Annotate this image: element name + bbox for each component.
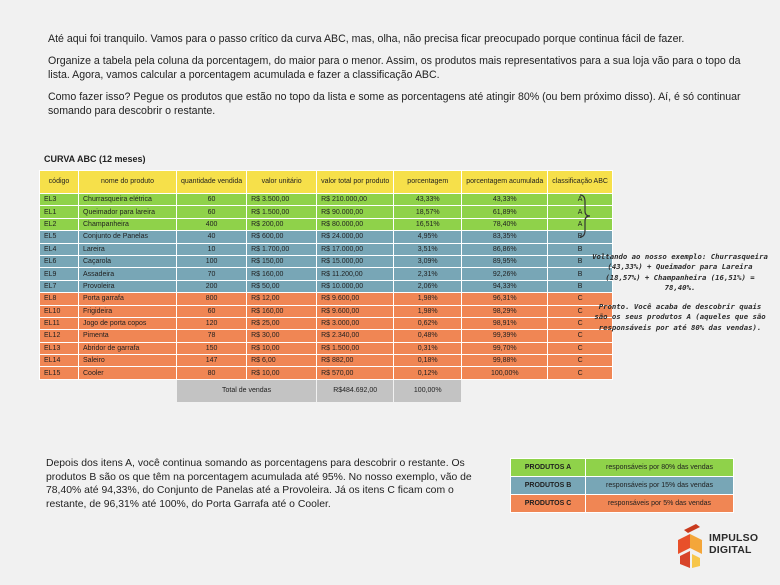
header-valor-total: valor total por produto [317,171,394,194]
cell-classificacao: A [548,218,613,230]
cell-valor-total: R$ 24.000,00 [317,231,394,243]
cell-codigo: EL2 [40,218,79,230]
cell-valor-total: R$ 9.600,00 [317,305,394,317]
cell-produto: Pimenta [79,330,177,342]
cell-porcentagem: 3,09% [394,255,462,267]
cell-valor-unitario: R$ 160,00 [247,305,317,317]
cell-porcentagem: 3,51% [394,243,462,255]
legend-label-a: PRODUTOS A [511,459,586,477]
cell-valor-total: R$ 3.000,00 [317,317,394,329]
cell-porcentagem: 2,31% [394,268,462,280]
cell-classificacao: B [548,243,613,255]
cell-produto: Saleiro [79,355,177,367]
cell-valor-unitario: R$ 3.500,00 [247,194,317,206]
cell-porcentagem: 2,06% [394,280,462,292]
cell-quantidade: 40 [177,231,247,243]
cell-produto: Caçarola [79,255,177,267]
cell-valor-total: R$ 570,00 [317,367,394,379]
table-row [40,317,613,329]
cell-valor-total: R$ 90.000,00 [317,206,394,218]
total-row [40,379,613,402]
intro-paragraph-3: Como fazer isso? Pegue os produtos que estão no topo da lista e some as porcentagens até atingir 80% (ou bem próximo disso). Aí, é só continuar somando para descobrir o restante. [48,91,741,117]
cell-acumulada: 89,95% [462,255,548,267]
legend-row-b [511,477,734,495]
cell-produto: Churrasqueira elétrica [79,194,177,206]
cell-quantidade: 147 [177,355,247,367]
total-value: R$484.692,00 [317,379,394,402]
table-row [40,218,613,230]
cell-acumulada: 96,31% [462,293,548,305]
cell-classificacao: C [548,305,613,317]
cell-codigo: EL4 [40,243,79,255]
logo-line-2: DIGITAL [709,544,752,556]
cell-valor-unitario: R$ 160,00 [247,268,317,280]
cell-valor-unitario: R$ 10,00 [247,342,317,354]
cell-codigo: EL15 [40,367,79,379]
header-produto: nome do produto [79,171,177,194]
cell-produto: Champanheira [79,218,177,230]
cell-quantidade: 400 [177,218,247,230]
cell-codigo: EL12 [40,330,79,342]
table-row [40,367,613,379]
cell-codigo: EL6 [40,255,79,267]
cell-classificacao: C [548,367,613,379]
legend-label-b: PRODUTOS B [511,477,586,495]
cell-classificacao: B [548,231,613,243]
cell-classificacao: C [548,342,613,354]
cell-produto: Porta garrafa [79,293,177,305]
cell-quantidade: 800 [177,293,247,305]
abc-table [39,170,613,403]
cell-classificacao: C [548,293,613,305]
cell-porcentagem: 0,48% [394,330,462,342]
cell-porcentagem: 4,95% [394,231,462,243]
cell-acumulada: 99,70% [462,342,548,354]
cell-porcentagem: 0,12% [394,367,462,379]
header-porcentagem: porcentagem [394,171,462,194]
cell-produto: Abridor de garrafa [79,342,177,354]
cell-valor-unitario: R$ 1.700,00 [247,243,317,255]
cell-valor-total: R$ 1.500,00 [317,342,394,354]
cell-porcentagem: 1,98% [394,293,462,305]
impulso-digital-logo-icon [676,524,708,570]
impulso-digital-logo [676,524,776,572]
cell-valor-unitario: R$ 25,00 [247,317,317,329]
legend-desc-a: responsáveis por 80% das vendas [586,459,734,477]
cell-produto: Cooler [79,367,177,379]
cell-acumulada: 98,91% [462,317,548,329]
table-row [40,243,613,255]
cell-classificacao: A [548,206,613,218]
cell-codigo: EL9 [40,268,79,280]
cell-codigo: EL8 [40,293,79,305]
cell-produto: Conjunto de Panelas [79,231,177,243]
legend-desc-b: responsáveis por 15% das vendas [586,477,734,495]
legend-desc-c: responsáveis por 5% das vendas [586,495,734,513]
header-valor-unitario: valor unitário [247,171,317,194]
total-percentage: 100,00% [394,379,462,402]
cell-valor-total: R$ 9.600,00 [317,293,394,305]
legend-row-c [511,495,734,513]
cell-porcentagem: 1,98% [394,305,462,317]
cell-valor-total: R$ 10.000,00 [317,280,394,292]
cell-quantidade: 70 [177,268,247,280]
cell-codigo: EL3 [40,194,79,206]
cell-valor-unitario: R$ 1.500,00 [247,206,317,218]
cell-produto: Jogo de porta copos [79,317,177,329]
cell-quantidade: 200 [177,280,247,292]
cell-valor-total: R$ 11.200,00 [317,268,394,280]
cell-codigo: EL11 [40,317,79,329]
cell-porcentagem: 0,62% [394,317,462,329]
cell-classificacao: C [548,355,613,367]
cell-porcentagem: 43,33% [394,194,462,206]
cell-codigo: EL5 [40,231,79,243]
table-row [40,194,613,206]
header-acumulada: porcentagem acumulada [462,171,548,194]
cell-valor-unitario: R$ 12,00 [247,293,317,305]
cell-codigo: EL7 [40,280,79,292]
cell-classificacao: B [548,280,613,292]
cell-porcentagem: 0,18% [394,355,462,367]
cell-codigo: EL10 [40,305,79,317]
cell-acumulada: 98,29% [462,305,548,317]
cell-quantidade: 60 [177,305,247,317]
cell-valor-unitario: R$ 600,00 [247,231,317,243]
cell-codigo: EL1 [40,206,79,218]
cell-quantidade: 100 [177,255,247,267]
cell-acumulada: 94,33% [462,280,548,292]
table-row [40,355,613,367]
table-row [40,255,613,267]
cell-valor-total: R$ 17.000,00 [317,243,394,255]
cell-valor-unitario: R$ 200,00 [247,218,317,230]
cell-classificacao: B [548,268,613,280]
table-title: CURVA ABC (12 meses) [44,154,146,164]
cell-produto: Assadeira [79,268,177,280]
table-row [40,330,613,342]
cell-quantidade: 60 [177,194,247,206]
cell-classificacao: A [548,194,613,206]
intro-paragraph-2: Organize a tabela pela coluna da porcentagem, do maior para o menor. Assim, os produtos mais representativos para a sua loja vão para o topo da lista. Agora, vamos calcular a porcentagem acumulada e fazer a classificação ABC. [48,55,741,81]
cell-valor-total: R$ 882,00 [317,355,394,367]
cell-valor-unitario: R$ 150,00 [247,255,317,267]
header-codigo: código [40,171,79,194]
curly-brace-icon [579,194,591,238]
cell-quantidade: 60 [177,206,247,218]
cell-quantidade: 150 [177,342,247,354]
cell-valor-total: R$ 80.000,00 [317,218,394,230]
cell-quantidade: 10 [177,243,247,255]
note-paragraph-1: Voltando ao nosso exemplo: Churrasqueira (43,33%) + Queimador para Lareira (18,57%) + Champanheira (16,51%) = 78,40%. [592,252,768,292]
cell-acumulada: 99,88% [462,355,548,367]
cell-acumulada: 83,35% [462,231,548,243]
table-row [40,342,613,354]
cell-acumulada: 92,26% [462,268,548,280]
cell-valor-total: R$ 2.340,00 [317,330,394,342]
cell-porcentagem: 0,31% [394,342,462,354]
table-row [40,268,613,280]
cell-quantidade: 120 [177,317,247,329]
cell-produto: Provoleira [79,280,177,292]
cell-acumulada: 78,40% [462,218,548,230]
intro-text [48,33,748,127]
note-paragraph-2: Pronto. Você acaba de descobrir quais são os seus produtos A (aqueles que são responsáveis por até 80% das vendas). [594,302,766,332]
table-row [40,280,613,292]
cell-acumulada: 61,89% [462,206,548,218]
table-row [40,293,613,305]
cell-acumulada: 43,33% [462,194,548,206]
cell-porcentagem: 16,51% [394,218,462,230]
cell-valor-total: R$ 15.000,00 [317,255,394,267]
cell-produto: Lareira [79,243,177,255]
cell-classificacao: C [548,317,613,329]
cell-porcentagem: 18,57% [394,206,462,218]
header-classificacao: classificação ABC [548,171,613,194]
cell-classificacao: B [548,255,613,267]
example-note [590,252,770,342]
cell-acumulada: 99,39% [462,330,548,342]
intro-paragraph-1: Até aqui foi tranquilo. Vamos para o passo crítico da curva ABC, mas, olha, não precisa ficar preocupado porque continua fácil de fazer. [48,33,685,45]
cell-acumulada: 86,86% [462,243,548,255]
legend-label-c: PRODUTOS C [511,495,586,513]
header-quantidade: quantidade vendida [177,171,247,194]
abc-legend [510,458,734,513]
cell-codigo: EL14 [40,355,79,367]
cell-valor-unitario: R$ 10,00 [247,367,317,379]
cell-acumulada: 100,00% [462,367,548,379]
cell-valor-unitario: R$ 30,00 [247,330,317,342]
cell-valor-unitario: R$ 50,00 [247,280,317,292]
cell-classificacao: C [548,330,613,342]
table-row [40,231,613,243]
cell-valor-total: R$ 210.000,00 [317,194,394,206]
table-row [40,206,613,218]
outro-text: Depois dos itens A, você continua somando as porcentagens para descobrir o restante. Os produtos B são os que têm na porcentagem acumulada até 95%. No nosso exemplo, vão de 78,40% até 94,33%, do Conjunto de Panelas até a Provoleira. Já os itens C ficam com o restante, de 96,31% até 100%, do Porta Garrafa até o Cooler. [46,458,472,510]
table-row [40,305,613,317]
table-header-row [40,171,613,194]
logo-text [709,532,758,556]
cell-quantidade: 80 [177,367,247,379]
cell-valor-unitario: R$ 6,00 [247,355,317,367]
total-label: Total de vendas [177,379,317,402]
cell-codigo: EL13 [40,342,79,354]
logo-line-1: IMPULSO [709,532,759,544]
cell-produto: Queimador para lareira [79,206,177,218]
legend-row-a [511,459,734,477]
cell-quantidade: 78 [177,330,247,342]
cell-produto: Frigideira [79,305,177,317]
